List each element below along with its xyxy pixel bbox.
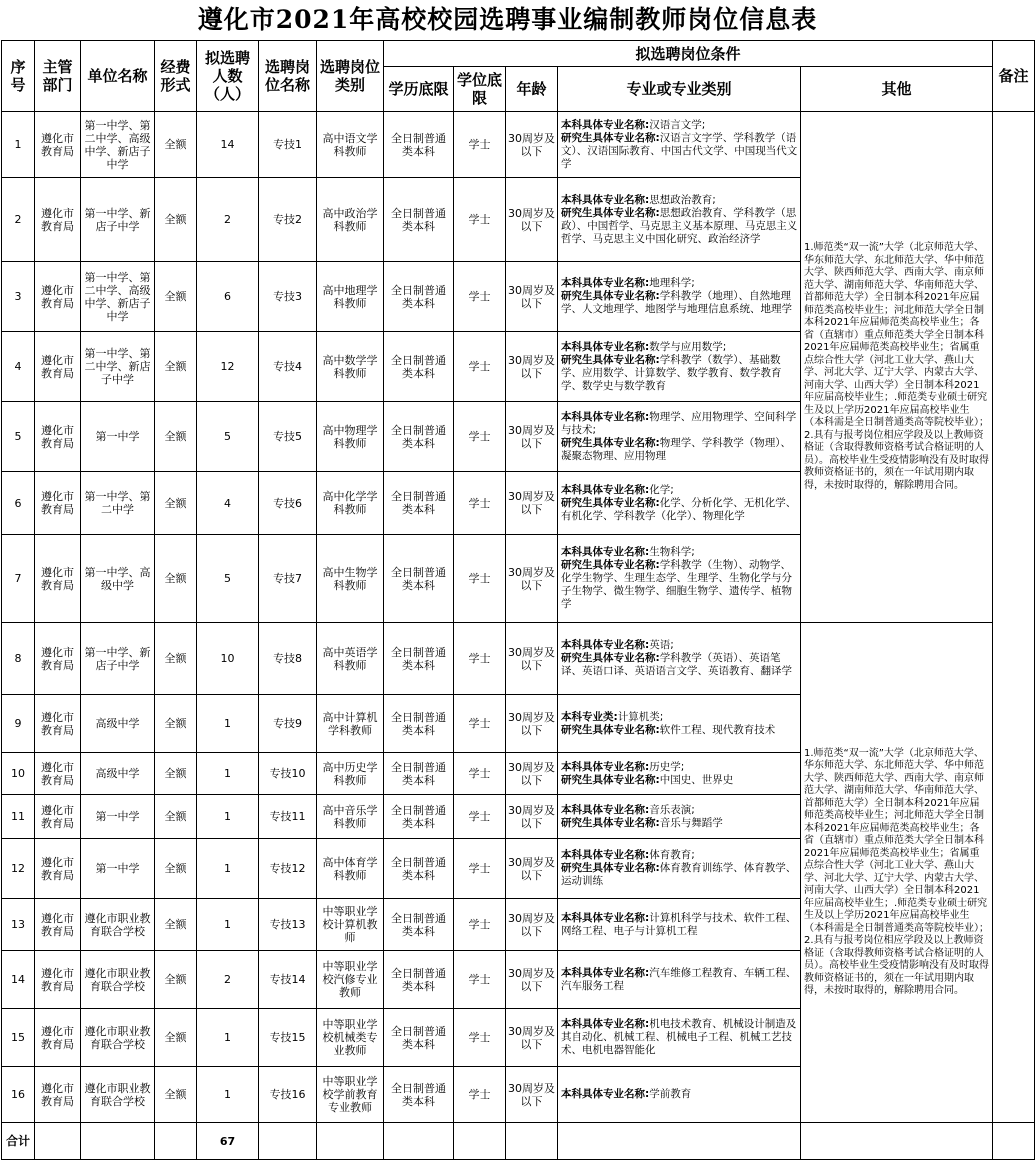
undergrad-major: 历史学; (649, 760, 685, 773)
undergrad-major: 思想政治教育; (649, 193, 716, 206)
cell-seq: 4 (2, 332, 35, 402)
cell-seq: 13 (2, 899, 35, 951)
cell-post-name: 专技16 (259, 1067, 317, 1123)
empty-cell (259, 1123, 317, 1160)
undergrad-major: 地理科学; (649, 277, 695, 289)
cell-unit: 遵化市职业教育联合学校 (81, 1067, 155, 1123)
header-degree: 学位底限 (454, 67, 506, 112)
undergrad-major-label: 本科具体专业名称: (561, 911, 650, 924)
undergrad-major: 化学; (649, 483, 674, 496)
postgrad-major: 学科教学（英语）、英语笔译、英语口译、英语语言文学、英语教育、翻译学 (561, 652, 792, 677)
cell-fund: 全额 (155, 178, 197, 262)
cell-age: 30周岁及以下 (506, 623, 558, 695)
undergrad-major-label: 本科具体专业名称: (561, 1088, 650, 1100)
header-count: 拟选聘人数（人） (197, 41, 259, 112)
postgrad-major-label: 研究生具体专业名称: (561, 862, 660, 874)
cell-seq: 16 (2, 1067, 35, 1123)
cell-unit: 第一中学 (81, 839, 155, 899)
cell-unit: 遵化市职业教育联合学校 (81, 899, 155, 951)
cell-post-type: 高中生物学科教师 (317, 535, 384, 623)
undergrad-major: 数学与应用数学; (649, 340, 727, 353)
cell-age: 30周岁及以下 (506, 695, 558, 753)
cell-edu: 全日制普通类本科 (384, 472, 454, 535)
total-row (2, 1123, 1035, 1160)
postgrad-major-label: 研究生具体专业名称: (561, 206, 660, 219)
cell-post-type: 高中政治学科教师 (317, 178, 384, 262)
cell-major (558, 839, 801, 899)
cell-dept: 遵化市教育局 (35, 753, 81, 795)
cell-major (558, 695, 801, 753)
cell-degree: 学士 (454, 178, 506, 262)
undergrad-major-label: 本科具体专业名称: (561, 849, 650, 861)
cell-age: 30周岁及以下 (506, 839, 558, 899)
cell-degree: 学士 (454, 535, 506, 623)
cell-fund: 全额 (155, 795, 197, 839)
undergrad-major-label: 本科具体专业名称: (561, 1018, 650, 1030)
header-remark: 备注 (993, 41, 1035, 112)
cell-degree: 学士 (454, 795, 506, 839)
cell-unit: 第一中学 (81, 402, 155, 472)
cell-dept: 遵化市教育局 (35, 839, 81, 899)
cell-dept: 遵化市教育局 (35, 178, 81, 262)
cell-age: 30周岁及以下 (506, 795, 558, 839)
empty-cell (155, 1123, 197, 1160)
postgrad-major-label: 研究生具体专业名称: (561, 436, 660, 449)
cell-count: 1 (197, 839, 259, 899)
cell-dept: 遵化市教育局 (35, 472, 81, 535)
postgrad-major: 物理学、学科教学（物理）、凝聚态物理、应用物理 (561, 436, 791, 462)
cell-age: 30周岁及以下 (506, 1067, 558, 1123)
cell-fund: 全额 (155, 1009, 197, 1067)
cell-unit: 第一中学、第二中学、高级中学、新店子中学 (81, 112, 155, 178)
cell-age: 30周岁及以下 (506, 332, 558, 402)
cell-age: 30周岁及以下 (506, 402, 558, 472)
undergrad-major: 汉语言文学; (649, 118, 706, 131)
cell-count: 5 (197, 402, 259, 472)
empty-cell (801, 1123, 993, 1160)
undergrad-major: 音乐表演; (649, 803, 695, 816)
cell-post-name: 专技4 (259, 332, 317, 402)
undergrad-major-label: 本科具体专业名称: (561, 340, 650, 353)
undergrad-major-label: 本科具体专业名称: (561, 760, 650, 773)
cell-other-requirements: 1.师范类“双一流”大学（北京师范大学、华东师范大学、东北师范大学、华中师范大学、陕西师范大学、西南大学、南京师范大学、湖南师范大学、华南师范大学、首都师范大学）全日制本科2021年应届师范类高校毕业生；河北师范大学全日制本科2021年应届师范类高校毕业生；各省（直辖市）重点师范类大学全日制本科2021年应届师范类高校毕业生；省属重点综合性大学（河北工业大学、燕山大学、河北大学、辽宁大学、内蒙古大学、河南大学、山西大学）全日制本科2021年应届高校毕业生；.师范类专业硕士研究生及以上学历2021年应届高校毕业生（本科需是全日制普通类高等院校毕业）；2.具有与报考岗位相应学段及以上教师资格证（含取得教师资格考试合格证明的人员）。高校毕业生受疫情影响没有及时取得教师资格证书的，须在一年试用期内取得，未按时取得的，解除聘用合同。 (801, 112, 993, 623)
cell-seq: 9 (2, 695, 35, 753)
cell-degree: 学士 (454, 951, 506, 1009)
postgrad-major: 学科教学（生物）、动物学、化学生物学、生理生态学、生理学、生物化学与分子生物学、微生物学、细胞生物学、遗传学、植物学 (561, 559, 792, 610)
cell-major (558, 178, 801, 262)
cell-other-requirements: 1.师范类“双一流”大学（北京师范大学、华东师范大学、东北师范大学、华中师范大学、陕西师范大学、西南大学、南京师范大学、湖南师范大学、华南师范大学、首都师范大学）全日制本科2021年应届师范类高校毕业生；河北师范大学全日制本科2021年应届师范类高校毕业生；各省（直辖市）重点师范类大学全日制本科2021年应届师范类高校毕业生；省属重点综合性大学（河北工业大学、燕山大学、河北大学、辽宁大学、内蒙古大学、河南大学、山西大学）全日制本科2021年应届高校毕业生；.师范类专业硕士研究生及以上学历2021年应届高校毕业生（本科需是全日制普通类高等院校毕业）；2.具有与报考岗位相应学段及以上教师资格证（含取得教师资格考试合格证明的人员）。高校毕业生受疫情影响没有及时取得教师资格证书的，须在一年试用期内取得，未按时取得的，解除聘用合同。 (801, 623, 993, 1123)
cell-count: 5 (197, 535, 259, 623)
cell-post-name: 专技12 (259, 839, 317, 899)
undergrad-major-label: 本科专业类: (561, 710, 618, 723)
header-fund: 经费形式 (155, 41, 197, 112)
cell-count: 2 (197, 178, 259, 262)
undergrad-major: 物理学、应用物理学、空间科学与技术; (561, 410, 797, 436)
cell-count: 4 (197, 472, 259, 535)
header-edu: 学历底限 (384, 67, 454, 112)
cell-major (558, 535, 801, 623)
cell-edu: 全日制普通类本科 (384, 839, 454, 899)
cell-post-name: 专技5 (259, 402, 317, 472)
cell-dept: 遵化市教育局 (35, 795, 81, 839)
cell-edu: 全日制普通类本科 (384, 623, 454, 695)
cell-fund: 全额 (155, 402, 197, 472)
cell-remark (993, 112, 1035, 1123)
cell-dept: 遵化市教育局 (35, 112, 81, 178)
cell-age: 30周岁及以下 (506, 472, 558, 535)
undergrad-major-label: 本科具体专业名称: (561, 639, 650, 651)
cell-seq: 15 (2, 1009, 35, 1067)
cell-edu: 全日制普通类本科 (384, 332, 454, 402)
cell-count: 14 (197, 112, 259, 178)
cell-post-type: 高中体育学科教师 (317, 839, 384, 899)
cell-fund: 全额 (155, 535, 197, 623)
header-major: 专业或专业类别 (558, 67, 801, 112)
empty-cell (384, 1123, 454, 1160)
cell-count: 10 (197, 623, 259, 695)
cell-post-type: 高中化学学科教师 (317, 472, 384, 535)
undergrad-major-label: 本科具体专业名称: (561, 118, 650, 131)
cell-fund: 全额 (155, 695, 197, 753)
cell-post-type: 高中音乐学科教师 (317, 795, 384, 839)
cell-degree: 学士 (454, 332, 506, 402)
empty-cell (81, 1123, 155, 1160)
total-count: 67 (197, 1123, 259, 1160)
cell-fund: 全额 (155, 839, 197, 899)
cell-degree: 学士 (454, 1009, 506, 1067)
cell-degree: 学士 (454, 839, 506, 899)
cell-age: 30周岁及以下 (506, 112, 558, 178)
cell-post-type: 高中语文学科教师 (317, 112, 384, 178)
cell-count: 2 (197, 951, 259, 1009)
cell-dept: 遵化市教育局 (35, 1009, 81, 1067)
empty-cell (317, 1123, 384, 1160)
postgrad-major-label: 研究生具体专业名称: (561, 773, 660, 786)
cell-edu: 全日制普通类本科 (384, 753, 454, 795)
cell-edu: 全日制普通类本科 (384, 1067, 454, 1123)
cell-post-type: 中等职业学校汽修专业教师 (317, 951, 384, 1009)
header-other: 其他 (801, 67, 993, 112)
postgrad-major-label: 研究生具体专业名称: (561, 353, 660, 366)
cell-post-type: 高中地理学科教师 (317, 262, 384, 332)
undergrad-major-label: 本科具体专业名称: (561, 410, 650, 423)
cell-major (558, 402, 801, 472)
undergrad-major: 计算机类; (617, 710, 664, 723)
postgrad-major: 学科教学（数学）、基础数学、应用数学、计算数学、数学教育、数学教育学、数学史与数学教育 (561, 353, 782, 392)
cell-major (558, 951, 801, 1009)
postgrad-major: 音乐与舞蹈学 (659, 816, 723, 829)
page-title: 遵化市2021年高校校园选聘事业编制教师岗位信息表 (197, 5, 818, 34)
cell-major (558, 472, 801, 535)
cell-seq: 10 (2, 753, 35, 795)
undergrad-major-label: 本科具体专业名称: (561, 966, 650, 979)
recruitment-table (1, 40, 1035, 1160)
postgrad-major-label: 研究生具体专业名称: (561, 496, 660, 509)
undergrad-major: 机电技术教育、机械设计制造及其自动化、机械工程、机械电子工程、机械工艺技术、电机电器智能化 (561, 1018, 797, 1056)
cell-edu: 全日制普通类本科 (384, 178, 454, 262)
cell-edu: 全日制普通类本科 (384, 112, 454, 178)
cell-edu: 全日制普通类本科 (384, 1009, 454, 1067)
header-conditions: 拟选聘岗位条件 (384, 41, 993, 67)
postgrad-major-label: 研究生具体专业名称: (561, 290, 660, 302)
cell-major (558, 1067, 801, 1123)
cell-unit: 第一中学、新店子中学 (81, 178, 155, 262)
cell-major (558, 1009, 801, 1067)
empty-cell (454, 1123, 506, 1160)
cell-seq: 14 (2, 951, 35, 1009)
cell-post-type: 中等职业学校计算机教师 (317, 899, 384, 951)
cell-count: 1 (197, 899, 259, 951)
cell-edu: 全日制普通类本科 (384, 535, 454, 623)
cell-post-name: 专技13 (259, 899, 317, 951)
cell-edu: 全日制普通类本科 (384, 899, 454, 951)
header-unit: 单位名称 (81, 41, 155, 112)
cell-dept: 遵化市教育局 (35, 332, 81, 402)
cell-edu: 全日制普通类本科 (384, 951, 454, 1009)
cell-count: 1 (197, 753, 259, 795)
cell-degree: 学士 (454, 472, 506, 535)
cell-dept: 遵化市教育局 (35, 1067, 81, 1123)
table-row (2, 623, 1035, 695)
cell-age: 30周岁及以下 (506, 951, 558, 1009)
header-age: 年龄 (506, 67, 558, 112)
cell-major (558, 623, 801, 695)
undergrad-major: 英语; (649, 639, 674, 651)
cell-unit: 第一中学、第二中学 (81, 472, 155, 535)
cell-age: 30周岁及以下 (506, 899, 558, 951)
header-seq: 序号 (2, 41, 35, 112)
cell-age: 30周岁及以下 (506, 1009, 558, 1067)
cell-count: 1 (197, 695, 259, 753)
postgrad-major: 化学、分析化学、无机化学、有机化学、学科教学（化学）、物理化学 (561, 496, 797, 522)
cell-age: 30周岁及以下 (506, 535, 558, 623)
cell-unit: 高级中学 (81, 753, 155, 795)
cell-post-type: 高中英语学科教师 (317, 623, 384, 695)
cell-unit: 第一中学、新店子中学 (81, 623, 155, 695)
postgrad-major: 软件工程、现代教育技术 (659, 723, 776, 736)
cell-seq: 11 (2, 795, 35, 839)
postgrad-major: 汉语言文字学、学科教学（语文）、汉语国际教育、中国古代文学、中国现当代文学 (561, 131, 798, 170)
cell-post-name: 专技3 (259, 262, 317, 332)
undergrad-major-label: 本科具体专业名称: (561, 803, 650, 816)
cell-post-type: 中等职业学校机械类专业教师 (317, 1009, 384, 1067)
cell-post-name: 专技15 (259, 1009, 317, 1067)
cell-seq: 5 (2, 402, 35, 472)
undergrad-major-label: 本科具体专业名称: (561, 546, 650, 558)
table-row (2, 112, 1035, 178)
cell-post-type: 高中物理学科教师 (317, 402, 384, 472)
cell-dept: 遵化市教育局 (35, 535, 81, 623)
empty-cell (558, 1123, 801, 1160)
cell-major (558, 795, 801, 839)
cell-degree: 学士 (454, 899, 506, 951)
cell-major (558, 332, 801, 402)
cell-degree: 学士 (454, 753, 506, 795)
cell-fund: 全额 (155, 753, 197, 795)
undergrad-major-label: 本科具体专业名称: (561, 193, 650, 206)
cell-major (558, 262, 801, 332)
postgrad-major-label: 研究生具体专业名称: (561, 816, 660, 829)
header-dept: 主管部门 (35, 41, 81, 112)
postgrad-major: 思想政治教育、学科教学（思政）、中国哲学、马克思主义基本原理、马克思主义哲学、马克思主义中国化研究、政治经济学 (561, 206, 798, 245)
undergrad-major: 学前教育 (649, 1088, 692, 1100)
cell-major (558, 899, 801, 951)
undergrad-major: 生物科学; (649, 546, 695, 558)
cell-seq: 8 (2, 623, 35, 695)
cell-post-name: 专技11 (259, 795, 317, 839)
cell-degree: 学士 (454, 623, 506, 695)
cell-seq: 6 (2, 472, 35, 535)
cell-fund: 全额 (155, 472, 197, 535)
cell-unit: 第一中学、高级中学 (81, 535, 155, 623)
cell-post-type: 中等职业学校学前教育专业教师 (317, 1067, 384, 1123)
cell-post-name: 专技1 (259, 112, 317, 178)
header-post-type: 选聘岗位类别 (317, 41, 384, 112)
cell-count: 1 (197, 1067, 259, 1123)
header-row-1 (2, 41, 1035, 67)
cell-post-name: 专技6 (259, 472, 317, 535)
cell-post-type: 高中历史学科教师 (317, 753, 384, 795)
cell-edu: 全日制普通类本科 (384, 262, 454, 332)
total-label: 合计 (2, 1123, 35, 1160)
cell-major (558, 753, 801, 795)
cell-dept: 遵化市教育局 (35, 951, 81, 1009)
cell-fund: 全额 (155, 262, 197, 332)
cell-fund: 全额 (155, 1067, 197, 1123)
cell-degree: 学士 (454, 1067, 506, 1123)
cell-edu: 全日制普通类本科 (384, 695, 454, 753)
cell-count: 1 (197, 795, 259, 839)
cell-fund: 全额 (155, 623, 197, 695)
header-post-name: 选聘岗位名称 (259, 41, 317, 112)
cell-unit: 遵化市职业教育联合学校 (81, 951, 155, 1009)
cell-fund: 全额 (155, 899, 197, 951)
cell-fund: 全额 (155, 332, 197, 402)
postgrad-major-label: 研究生具体专业名称: (561, 131, 660, 144)
cell-seq: 7 (2, 535, 35, 623)
cell-degree: 学士 (454, 262, 506, 332)
postgrad-major: 体育教育训练学、体育教学、运动训练 (561, 862, 797, 887)
undergrad-major: 体育教育; (649, 849, 695, 861)
cell-degree: 学士 (454, 112, 506, 178)
cell-seq: 2 (2, 178, 35, 262)
cell-post-name: 专技2 (259, 178, 317, 262)
postgrad-major-label: 研究生具体专业名称: (561, 652, 660, 664)
cell-degree: 学士 (454, 695, 506, 753)
cell-count: 6 (197, 262, 259, 332)
undergrad-major: 计算机科学与技术、软件工程、网络工程、电子与计算机工程 (561, 911, 797, 937)
cell-dept: 遵化市教育局 (35, 623, 81, 695)
cell-post-name: 专技7 (259, 535, 317, 623)
cell-unit: 高级中学 (81, 695, 155, 753)
cell-post-type: 高中数学学科教师 (317, 332, 384, 402)
cell-age: 30周岁及以下 (506, 753, 558, 795)
empty-cell (35, 1123, 81, 1160)
cell-degree: 学士 (454, 402, 506, 472)
cell-post-name: 专技10 (259, 753, 317, 795)
postgrad-major: 学科教学（地理）、自然地理学、人文地理学、地图学与地理信息系统、地理学 (561, 290, 792, 315)
cell-post-name: 专技14 (259, 951, 317, 1009)
cell-unit: 第一中学 (81, 795, 155, 839)
cell-edu: 全日制普通类本科 (384, 402, 454, 472)
cell-post-name: 专技9 (259, 695, 317, 753)
cell-dept: 遵化市教育局 (35, 402, 81, 472)
cell-fund: 全额 (155, 112, 197, 178)
postgrad-major: 中国史、世界史 (659, 773, 734, 786)
postgrad-major-label: 研究生具体专业名称: (561, 723, 660, 736)
undergrad-major-label: 本科具体专业名称: (561, 483, 650, 496)
empty-cell (993, 1123, 1035, 1160)
cell-dept: 遵化市教育局 (35, 695, 81, 753)
cell-unit: 遵化市职业教育联合学校 (81, 1009, 155, 1067)
cell-unit: 第一中学、第二中学、新店子中学 (81, 332, 155, 402)
postgrad-major-label: 研究生具体专业名称: (561, 559, 660, 571)
cell-dept: 遵化市教育局 (35, 899, 81, 951)
cell-dept: 遵化市教育局 (35, 262, 81, 332)
empty-cell (506, 1123, 558, 1160)
cell-age: 30周岁及以下 (506, 178, 558, 262)
cell-major (558, 112, 801, 178)
cell-post-name: 专技8 (259, 623, 317, 695)
cell-seq: 3 (2, 262, 35, 332)
cell-seq: 1 (2, 112, 35, 178)
cell-count: 12 (197, 332, 259, 402)
cell-unit: 第一中学、第二中学、高级中学、新店子中学 (81, 262, 155, 332)
cell-fund: 全额 (155, 951, 197, 1009)
cell-seq: 12 (2, 839, 35, 899)
cell-age: 30周岁及以下 (506, 262, 558, 332)
cell-count: 1 (197, 1009, 259, 1067)
cell-edu: 全日制普通类本科 (384, 795, 454, 839)
undergrad-major-label: 本科具体专业名称: (561, 277, 650, 289)
undergrad-major: 汽车维修工程教育、车辆工程、汽车服务工程 (561, 966, 797, 992)
cell-post-type: 高中计算机学科教师 (317, 695, 384, 753)
